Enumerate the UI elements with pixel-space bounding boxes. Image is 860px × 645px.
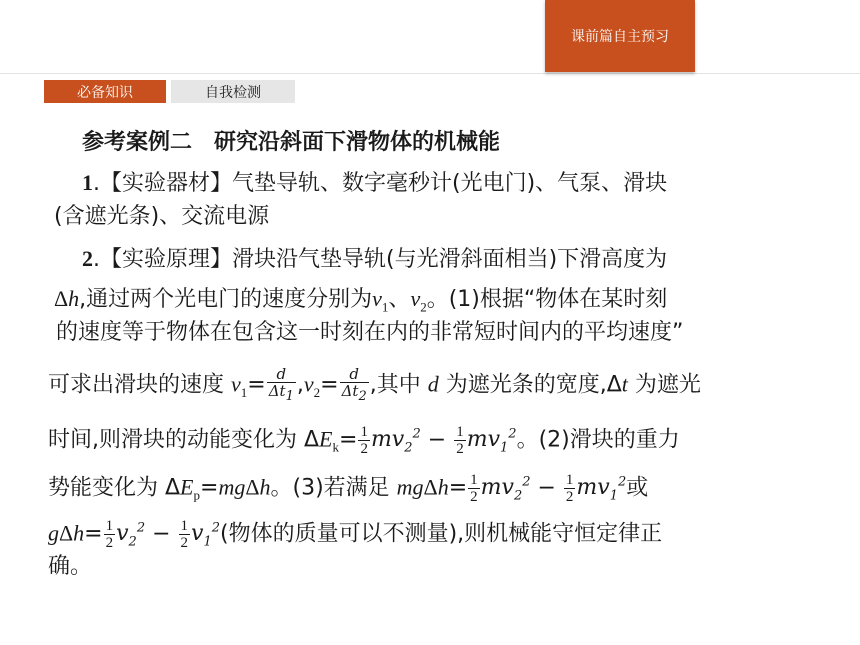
fraction-d-over-dt2: $\frac{d}{\Delta t_2}$	[341, 365, 367, 404]
paragraph-2-line-4: 可求出滑块的速度 $v_1=$ $\frac{d}{\Delta t_1}$ $,v_2=$ $\frac{d}{\Delta t_2}$ ,其中 d 为遮光条的宽度,Δt 为遮光	[48, 365, 701, 404]
tab-self-check[interactable]: 自我检测	[171, 80, 295, 103]
fraction-one-half: $\frac{1}{2}$	[360, 423, 368, 457]
section-label[interactable]: 课前篇自主预习	[545, 0, 695, 72]
item-number: 2	[82, 246, 93, 271]
fraction-d-over-dt1: $\frac{d}{\Delta t_1}$	[268, 365, 294, 404]
fraction-one-half: $\frac{1}{2}$	[565, 471, 574, 505]
paragraph-2-line-5: 时间,则滑块的动能变化为 $\Delta E_k=$ $\frac{1}{2}$ $mv_2^2$ − $\frac{1}{2}$ $mv_1^2$。(2)滑块的重力	[48, 423, 680, 457]
case-heading: 参考案例二 研究沿斜面下滑物体的机械能	[82, 130, 501, 155]
tab-essential-knowledge[interactable]: 必备知识	[44, 80, 166, 103]
paragraph-2-line-3: 的速度等于物体在包含这一时刻在内的非常短时间内的平均速度”	[56, 320, 684, 345]
paragraph-2-line-8: 确。	[48, 554, 93, 579]
paragraph-2-line-2: Δh,通过两个光电门的速度分别为$v_1$、$v_2$。(1)根据“物体在某时刻	[54, 286, 668, 315]
paragraph-2-line-7: gΔh= $\frac{1}{2}$ $v_2^2$ − $\frac{1}{2}$ $v_1^2$(物体的质量可以不测量),则机械能守恒定律正	[48, 517, 663, 551]
paragraph-2-line-1: 2.【实验原理】滑块沿气垫导轨(与光滑斜面相当)下滑高度为	[82, 246, 668, 272]
fraction-one-half: $\frac{1}{2}$	[470, 471, 478, 505]
paragraph-1-line-1: 1.【实验器材】气垫导轨、数字毫秒计(光电门)、气泵、滑块	[82, 170, 668, 196]
fraction-one-half: $\frac{1}{2}$	[180, 517, 189, 551]
fraction-one-half: $\frac{1}{2}$	[105, 517, 114, 551]
fraction-one-half: $\frac{1}{2}$	[456, 423, 464, 457]
header-divider	[0, 73, 860, 74]
item-number: 1	[82, 170, 93, 195]
paragraph-1-line-2: (含遮光条)、交流电源	[54, 204, 270, 229]
paragraph-2-line-6: 势能变化为 $\Delta E_p=mg\Delta h$。(3)若满足 mgΔh= $\frac{1}{2}$ $mv_2^2$ − $\frac{1}{2}$ $mv_1^2$或	[48, 471, 649, 505]
